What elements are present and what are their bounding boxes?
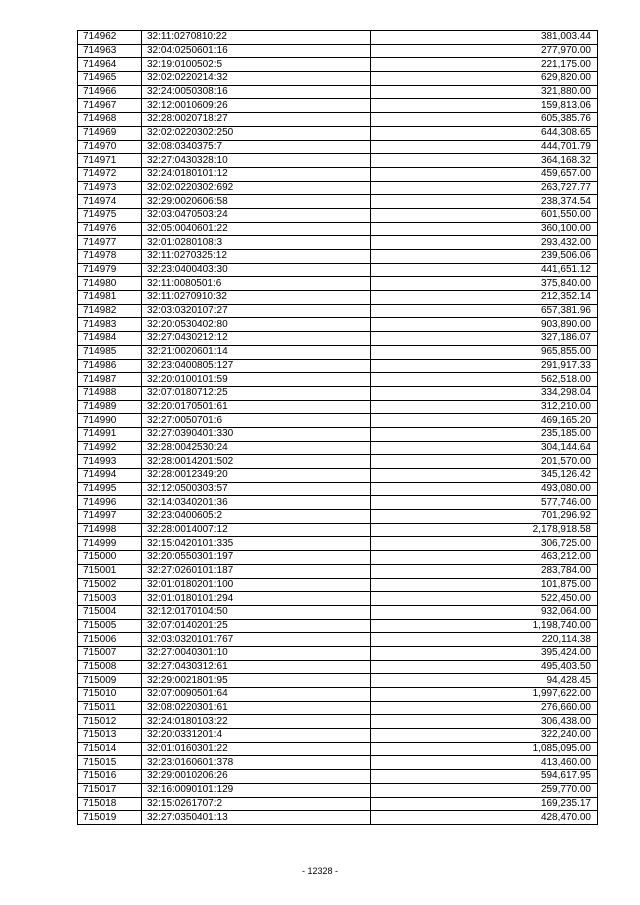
cadastral-number-cell: 32:07:0180712:25 <box>142 386 371 400</box>
table-row <box>78 523 598 537</box>
amount-cell: 327,186.07 <box>371 332 598 346</box>
cadastral-number-cell: 32:27:0430212:12 <box>142 332 371 346</box>
amount-cell: 629,820.00 <box>371 72 598 86</box>
amount-cell: 375,840.00 <box>371 277 598 291</box>
record-id-cell: 714980 <box>78 277 142 291</box>
cadastral-number-cell: 32:11:0080501:6 <box>142 277 371 291</box>
table-row <box>78 44 598 58</box>
amount-cell: 903,890.00 <box>371 318 598 332</box>
amount-cell: 293,432.00 <box>371 236 598 250</box>
cadastral-number-cell: 32:02:0220214:32 <box>142 72 371 86</box>
amount-cell: 360,100.00 <box>371 222 598 236</box>
table-row <box>78 455 598 469</box>
cadastral-number-cell: 32:21:0020601:14 <box>142 345 371 359</box>
record-id-cell: 714996 <box>78 496 142 510</box>
record-id-cell: 714981 <box>78 291 142 305</box>
amount-cell: 220,114.38 <box>371 633 598 647</box>
cadastral-number-cell: 32:28:0014201:502 <box>142 455 371 469</box>
amount-cell: 238,374.54 <box>371 195 598 209</box>
amount-cell: 495,403.50 <box>371 660 598 674</box>
cadastral-number-cell: 32:03:0470503:24 <box>142 208 371 222</box>
table-row <box>78 99 598 113</box>
records-table-body <box>78 31 598 825</box>
record-id-cell: 714963 <box>78 44 142 58</box>
amount-cell: 334,298.04 <box>371 386 598 400</box>
cadastral-number-cell: 32:28:0020718:27 <box>142 113 371 127</box>
record-id-cell: 714976 <box>78 222 142 236</box>
amount-cell: 605,385.76 <box>371 113 598 127</box>
table-row <box>78 729 598 743</box>
record-id-cell: 714968 <box>78 113 142 127</box>
cadastral-number-cell: 32:02:0220302:692 <box>142 181 371 195</box>
amount-cell: 306,438.00 <box>371 715 598 729</box>
amount-cell: 212,352.14 <box>371 291 598 305</box>
cadastral-number-cell: 32:02:0220302:250 <box>142 126 371 140</box>
amount-cell: 169,235.17 <box>371 797 598 811</box>
table-row <box>78 551 598 565</box>
record-id-cell: 715011 <box>78 701 142 715</box>
amount-cell: 291,917.33 <box>371 359 598 373</box>
record-id-cell: 714999 <box>78 537 142 551</box>
record-id-cell: 715006 <box>78 633 142 647</box>
amount-cell: 101,875.00 <box>371 578 598 592</box>
cadastral-number-cell: 32:03:0320101:767 <box>142 633 371 647</box>
record-id-cell: 714985 <box>78 345 142 359</box>
amount-cell: 235,185.00 <box>371 427 598 441</box>
table-row <box>78 592 598 606</box>
cadastral-number-cell: 32:27:0350401:13 <box>142 811 371 825</box>
page-number: - 12328 - <box>301 866 339 876</box>
record-id-cell: 714986 <box>78 359 142 373</box>
table-row <box>78 414 598 428</box>
cadastral-number-cell: 32:12:0010609:26 <box>142 99 371 113</box>
record-id-cell: 714997 <box>78 510 142 524</box>
cadastral-number-cell: 32:27:0430312:61 <box>142 660 371 674</box>
cadastral-number-cell: 32:29:0021801:95 <box>142 674 371 688</box>
amount-cell: 428,470.00 <box>371 811 598 825</box>
cadastral-number-cell: 32:07:0090501:64 <box>142 688 371 702</box>
cadastral-number-cell: 32:20:0550301:197 <box>142 551 371 565</box>
record-id-cell: 715010 <box>78 688 142 702</box>
cadastral-number-cell: 32:23:0400403:30 <box>142 263 371 277</box>
amount-cell: 159,813.06 <box>371 99 598 113</box>
table-row <box>78 195 598 209</box>
table-row <box>78 181 598 195</box>
amount-cell: 239,506.06 <box>371 250 598 264</box>
cadastral-number-cell: 32:11:0270910:32 <box>142 291 371 305</box>
cadastral-number-cell: 32:27:0260101:187 <box>142 564 371 578</box>
record-id-cell: 715012 <box>78 715 142 729</box>
record-id-cell: 715013 <box>78 729 142 743</box>
table-row <box>78 72 598 86</box>
cadastral-number-cell: 32:12:0500303:57 <box>142 482 371 496</box>
table-row <box>78 31 598 45</box>
table-row <box>78 578 598 592</box>
record-id-cell: 714975 <box>78 208 142 222</box>
table-row <box>78 646 598 660</box>
cadastral-number-cell: 32:29:0010206:26 <box>142 770 371 784</box>
table-row <box>78 742 598 756</box>
cadastral-number-cell: 32:24:0050308:16 <box>142 85 371 99</box>
record-id-cell: 714962 <box>78 31 142 45</box>
amount-cell: 459,657.00 <box>371 167 598 181</box>
table-row <box>78 633 598 647</box>
cadastral-number-cell: 32:20:0331201:4 <box>142 729 371 743</box>
cadastral-number-cell: 32:08:0220301:61 <box>142 701 371 715</box>
record-id-cell: 714987 <box>78 373 142 387</box>
cadastral-number-cell: 32:04:0250601:16 <box>142 44 371 58</box>
record-id-cell: 714974 <box>78 195 142 209</box>
cadastral-number-cell: 32:03:0320107:27 <box>142 304 371 318</box>
record-id-cell: 714988 <box>78 386 142 400</box>
cadastral-number-cell: 32:07:0140201:25 <box>142 619 371 633</box>
amount-cell: 413,460.00 <box>371 756 598 770</box>
cadastral-number-cell: 32:19:0100502:5 <box>142 58 371 72</box>
table-row <box>78 222 598 236</box>
cadastral-number-cell: 32:11:0270810:22 <box>142 31 371 45</box>
cadastral-number-cell: 32:28:0042530:24 <box>142 441 371 455</box>
cadastral-number-cell: 32:24:0180103:22 <box>142 715 371 729</box>
record-id-cell: 714977 <box>78 236 142 250</box>
record-id-cell: 714970 <box>78 140 142 154</box>
amount-cell: 277,970.00 <box>371 44 598 58</box>
amount-cell: 364,168.32 <box>371 154 598 168</box>
table-row <box>78 619 598 633</box>
cadastral-number-cell: 32:28:0012349:20 <box>142 469 371 483</box>
table-row <box>78 441 598 455</box>
record-id-cell: 715005 <box>78 619 142 633</box>
amount-cell: 1,085,095.00 <box>371 742 598 756</box>
record-id-cell: 714973 <box>78 181 142 195</box>
records-table <box>77 30 598 825</box>
cadastral-number-cell: 32:20:0170501:61 <box>142 400 371 414</box>
table-row <box>78 140 598 154</box>
table-row <box>78 345 598 359</box>
table-row <box>78 674 598 688</box>
amount-cell: 1,997,622.00 <box>371 688 598 702</box>
table-row <box>78 715 598 729</box>
record-id-cell: 715016 <box>78 770 142 784</box>
table-row <box>78 564 598 578</box>
amount-cell: 601,550.00 <box>371 208 598 222</box>
table-row <box>78 373 598 387</box>
record-id-cell: 715002 <box>78 578 142 592</box>
record-id-cell: 714998 <box>78 523 142 537</box>
cadastral-number-cell: 32:24:0180101:12 <box>142 167 371 181</box>
cadastral-number-cell: 32:28:0014007:12 <box>142 523 371 537</box>
amount-cell: 395,424.00 <box>371 646 598 660</box>
record-id-cell: 714979 <box>78 263 142 277</box>
amount-cell: 304,144.64 <box>371 441 598 455</box>
cadastral-number-cell: 32:01:0280108:3 <box>142 236 371 250</box>
table-row <box>78 359 598 373</box>
record-id-cell: 715009 <box>78 674 142 688</box>
amount-cell: 2,178,918.58 <box>371 523 598 537</box>
table-row <box>78 318 598 332</box>
amount-cell: 493,080.00 <box>371 482 598 496</box>
cadastral-number-cell: 32:01:0180201:100 <box>142 578 371 592</box>
cadastral-number-cell: 32:23:0160601:378 <box>142 756 371 770</box>
table-row <box>78 427 598 441</box>
cadastral-number-cell: 32:20:0100101:59 <box>142 373 371 387</box>
cadastral-number-cell: 32:11:0270325:12 <box>142 250 371 264</box>
amount-cell: 469,165.20 <box>371 414 598 428</box>
cadastral-number-cell: 32:14:0340201:36 <box>142 496 371 510</box>
table-row <box>78 660 598 674</box>
record-id-cell: 715004 <box>78 605 142 619</box>
amount-cell: 201,570.00 <box>371 455 598 469</box>
table-row <box>78 783 598 797</box>
record-id-cell: 715019 <box>78 811 142 825</box>
amount-cell: 701,296.92 <box>371 510 598 524</box>
cadastral-number-cell: 32:27:0050701:6 <box>142 414 371 428</box>
table-row <box>78 250 598 264</box>
table-row <box>78 154 598 168</box>
record-id-cell: 714967 <box>78 99 142 113</box>
record-id-cell: 714978 <box>78 250 142 264</box>
table-row <box>78 236 598 250</box>
table-row <box>78 756 598 770</box>
record-id-cell: 714992 <box>78 441 142 455</box>
cadastral-number-cell: 32:27:0390401:330 <box>142 427 371 441</box>
record-id-cell: 715003 <box>78 592 142 606</box>
record-id-cell: 714966 <box>78 85 142 99</box>
record-id-cell: 715017 <box>78 783 142 797</box>
amount-cell: 322,240.00 <box>371 729 598 743</box>
record-id-cell: 714994 <box>78 469 142 483</box>
cadastral-number-cell: 32:29:0020606:58 <box>142 195 371 209</box>
amount-cell: 306,725.00 <box>371 537 598 551</box>
cadastral-number-cell: 32:15:0420101:335 <box>142 537 371 551</box>
table-row <box>78 113 598 127</box>
record-id-cell: 714971 <box>78 154 142 168</box>
amount-cell: 259,770.00 <box>371 783 598 797</box>
table-row <box>78 400 598 414</box>
amount-cell: 312,210.00 <box>371 400 598 414</box>
record-id-cell: 714989 <box>78 400 142 414</box>
table-row <box>78 811 598 825</box>
table-row <box>78 701 598 715</box>
amount-cell: 463,212.00 <box>371 551 598 565</box>
record-id-cell: 714965 <box>78 72 142 86</box>
amount-cell: 441,651.12 <box>371 263 598 277</box>
record-id-cell: 714995 <box>78 482 142 496</box>
amount-cell: 965,855.00 <box>371 345 598 359</box>
amount-cell: 522,450.00 <box>371 592 598 606</box>
cadastral-number-cell: 32:23:0400605:2 <box>142 510 371 524</box>
record-id-cell: 715018 <box>78 797 142 811</box>
table-row <box>78 304 598 318</box>
table-row <box>78 605 598 619</box>
amount-cell: 345,126.42 <box>371 469 598 483</box>
amount-cell: 932,064.00 <box>371 605 598 619</box>
amount-cell: 263,727.77 <box>371 181 598 195</box>
table-row <box>78 208 598 222</box>
cadastral-number-cell: 32:08:0340375:7 <box>142 140 371 154</box>
table-row <box>78 167 598 181</box>
amount-cell: 657,381.96 <box>371 304 598 318</box>
record-id-cell: 715007 <box>78 646 142 660</box>
record-id-cell: 715008 <box>78 660 142 674</box>
table-row <box>78 263 598 277</box>
record-id-cell: 714984 <box>78 332 142 346</box>
amount-cell: 94,428.45 <box>371 674 598 688</box>
cadastral-number-cell: 32:01:0180101:294 <box>142 592 371 606</box>
record-id-cell: 714993 <box>78 455 142 469</box>
record-id-cell: 714982 <box>78 304 142 318</box>
cadastral-number-cell: 32:27:0040301:10 <box>142 646 371 660</box>
table-row <box>78 482 598 496</box>
record-id-cell: 714990 <box>78 414 142 428</box>
table-row <box>78 496 598 510</box>
amount-cell: 276,660.00 <box>371 701 598 715</box>
table-row <box>78 797 598 811</box>
record-id-cell: 714972 <box>78 167 142 181</box>
cadastral-number-cell: 32:23:0400805:127 <box>142 359 371 373</box>
table-row <box>78 332 598 346</box>
cadastral-number-cell: 32:05:0040601:22 <box>142 222 371 236</box>
amount-cell: 644,308.65 <box>371 126 598 140</box>
record-id-cell: 714983 <box>78 318 142 332</box>
cadastral-number-cell: 32:27:0430328:10 <box>142 154 371 168</box>
cadastral-number-cell: 32:15:0261707:2 <box>142 797 371 811</box>
cadastral-number-cell: 32:01:0160301:22 <box>142 742 371 756</box>
record-id-cell: 715000 <box>78 551 142 565</box>
table-row <box>78 537 598 551</box>
table-row <box>78 510 598 524</box>
cadastral-number-cell: 32:20:0530402:80 <box>142 318 371 332</box>
amount-cell: 577,746.00 <box>371 496 598 510</box>
record-id-cell: 715014 <box>78 742 142 756</box>
table-row <box>78 277 598 291</box>
amount-cell: 1,198,740.00 <box>371 619 598 633</box>
table-row <box>78 291 598 305</box>
amount-cell: 321,880.00 <box>371 85 598 99</box>
cadastral-number-cell: 32:16:0090101:129 <box>142 783 371 797</box>
record-id-cell: 714991 <box>78 427 142 441</box>
amount-cell: 562,518.00 <box>371 373 598 387</box>
table-row <box>78 85 598 99</box>
record-id-cell: 715015 <box>78 756 142 770</box>
record-id-cell: 715001 <box>78 564 142 578</box>
record-id-cell: 714964 <box>78 58 142 72</box>
amount-cell: 283,784.00 <box>371 564 598 578</box>
table-row <box>78 58 598 72</box>
table-row <box>78 126 598 140</box>
table-row <box>78 469 598 483</box>
record-id-cell: 714969 <box>78 126 142 140</box>
cadastral-number-cell: 32:12:0170104:50 <box>142 605 371 619</box>
amount-cell: 221,175.00 <box>371 58 598 72</box>
table-row <box>78 688 598 702</box>
table-row <box>78 386 598 400</box>
amount-cell: 381,003.44 <box>371 31 598 45</box>
amount-cell: 444,701.79 <box>371 140 598 154</box>
amount-cell: 594,617.95 <box>371 770 598 784</box>
table-row <box>78 770 598 784</box>
